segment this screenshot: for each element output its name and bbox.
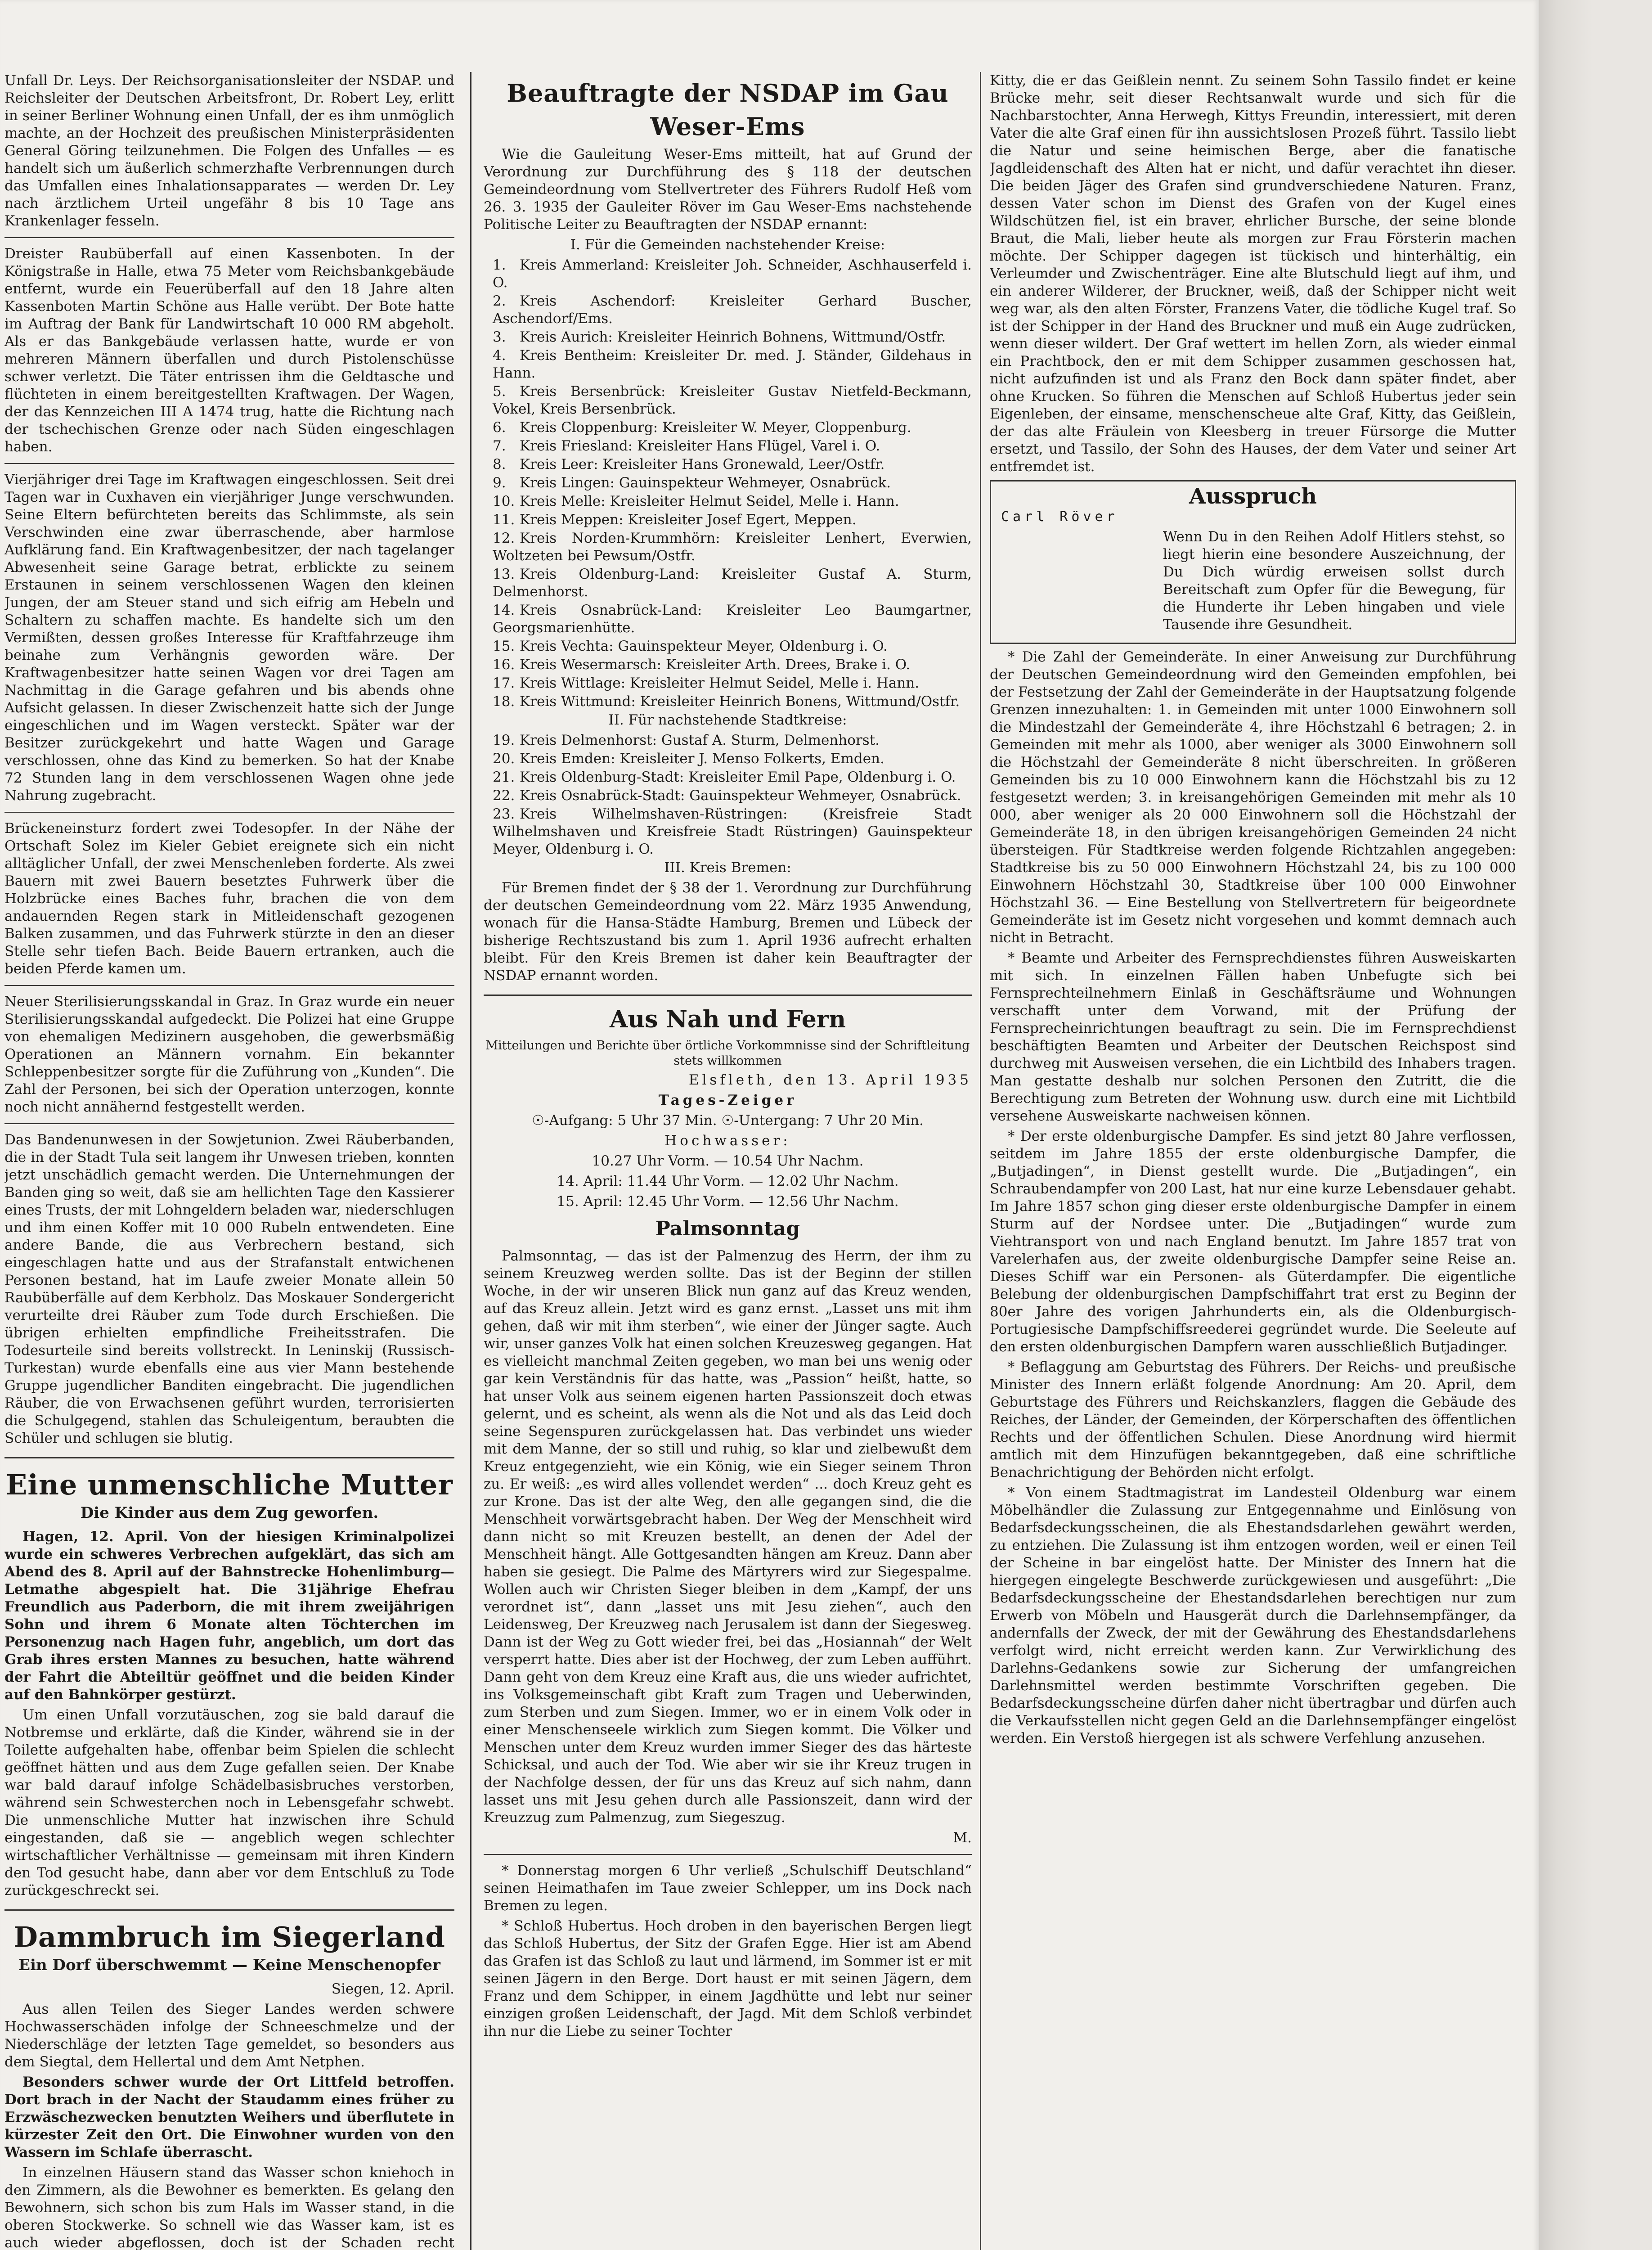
headline-dammbruch: Dammbruch im Siegerland bbox=[13, 1921, 445, 1953]
dateline-elsfleth: Elsfleth, den 13. April 1935 bbox=[688, 1072, 972, 1088]
ausspruch-box bbox=[990, 480, 1516, 644]
hochwasser-row: 14. April: 11.44 Uhr Vorm. — 12.02 Uhr Nachm. bbox=[557, 1173, 899, 1189]
list-item-number: 15. bbox=[493, 638, 515, 654]
article-palmsonntag: Palmsonntag, — das ist der Palmenzug des Herrn, der ihm zu seinem Kreuzweg werden sollte. Das ist der Beginn der stillen Woche, in der wir unseren Blick nun ganz auf das Kreuz wenden, auf das Kreuz allein. Jetzt wird es ganz ernst. „Lasset uns mit ihm gehen, daß wir mit ihm sterben“, wie einer der Jünger sagte. Auch wir, unser ganzes Volk hat einen solchen Kreuzesweg gegangen. Hat es vielleicht manchmal Zeiten gegeben, wo man bei uns wenig oder gar kein Verständnis für das hatte, was „Passion“ heißt, hatte, so hat unser Volk aus seinem eigenen harten Passionszeit doch etwas gelernt, und es scheint, als wenn als die Not und als das Leid doch seine Segenspuren zurückgelassen hat. Das verbindet uns wieder mit dem Manne, der so still und ruhig, so klar und zielbewußt dem Kreuz entgegenzieht, wie ein König, wie ein Sieger seinem Thron zu. Er weiß: „es wird alles vollendet werden“ ... doch Kreuz geht es zur Krone. Das ist der alte Weg, den alle gegangen sind, die die Menschheit vorwärtsgebracht haben. Der Weg der Menschheit wird dann nicht so mit Kreuzen bestellt, an denen der Adel der Menschheit hängt. Alle Gottgesandten hängen am Kreuz. Dann aber haben sie gesiegt. Die Palme des Märtyrers wird zur Siegespalme. Wollen auch wir Christen Sieger bleiben in dem „Kampf, der uns verordnet ist“, dann „lasset uns mit Jesu ziehen“, auch den Leidensweg, Der Kreuzweg nach Jerusalem ist dann der Siegesweg. Dann ist der Weg zu Gott wieder frei, bei das „Hosiannah“ der Welt versperrt hatte. Dies aber ist der Hochweg, der zum Leben aufführt. Dann geht von dem Kreuz eine Kraft aus, die uns wieder aufrichtet, ins Volksgemeinschaft gibt Kraft zum Tragen und Ueberwinden, zum Sterben und zum Siegen. Immer, wo er in einem Volk oder in einer Menschenseele wirklich zum Siegen kommt. Die Völker und Menschen unter dem Kreuz wurden immer Sieger des das härteste Schicksal, und auch der Tod. Wie aber wir sie ihr Kreuz trugen in der Nachfolge dessen, der für uns das Kreuz auf sich nahm, dann lasset uns mit Jesu gehen durch alle Passionszeit, dann wird der Kreuzzug zum Palmenzug, zum Siegeszug. bbox=[484, 1248, 972, 1826]
list-item-number: 2. bbox=[493, 293, 506, 309]
list-item-text: Kreis Lingen: Gauinspekteur Wehmeyer, Osnabrück. bbox=[520, 475, 891, 491]
article-vierjaehriger: Vierjähriger drei Tage im Kraftwagen eingeschlossen. Seit drei Tagen war in Cuxhaven ein vierjähriger Junge verschwunden. Seine Eltern befürchteten bereits das Schlimmste, als sein Verschwinden eine zwar überraschende, aber harmlose Aufklärung fand. Ein Kraftwagenbesitzer, der nach tagelanger Abwesenheit seine Garage betrat, erblickte zu seinem Erstaunen in seinem verschlossenen Wagen den kleinen Jungen, der am Steuer stand und sich eifrig am Hebeln und Schaltern zu schaffen machte. Es handelte sich um den Vermißten, dessen großes Interesse für Kraftfahrzeuge ihm beinahe zum Verhängnis geworden wäre. Der Kraftwagenbesitzer hatte seinen Wagen vor drei Tagen am Nachmittag in die Garage gefahren und bis abends ohne Aufsicht gelassen. In dieser Zwischenzeit hatte sich der Junge eingeschlichen und im Wagen versteckt. Später war der Besitzer zurückgekehrt und hatte Wagen und Garage verschlossen, ohne das Kind zu bemerken. So hat der Knabe 72 Stunden lang in dem verschlossenen Wagen ohne jede Nahrung zugebracht. bbox=[4, 472, 454, 804]
list-item-number: 11. bbox=[493, 512, 515, 528]
list-item-number: 10. bbox=[493, 493, 515, 509]
sun-times: ☉-Aufgang: 5 Uhr 37 Min. ☉-Untergang: 7 Uhr 20 Min. bbox=[531, 1112, 924, 1129]
article-banden: Das Bandenunwesen in der Sowjetunion. Zwei Räuberbanden, die in der Stadt Tula seit langem ihr Unwesen trieben, konnten jetzt unschädlich gemacht werden. Die Unternehmungen der Banden ging so weit, daß sie am hellichten Tage den Kassierer eines Trusts, der mit Lohngeldern beladen war, niederschlugen und ihm einen Koffer mit 10 000 Rubeln entwendeten. Eine andere Bande, die aus Verbrechern bestand, sich eingeschlagen hatte und aus der Strafanstalt entwichenen Personen bestand, hat im Laufe zweier Monate allein 50 Raubüberfälle auf dem Kerbholz. Das Moskauer Sondergericht verurteilte drei Räuber zum Tode durch Erschießen. Die übrigen erhielten empfindliche Freiheitsstrafen. Die Todesurteile sind bereits vollstreckt. In Leninskij (Russisch-Turkestan) wurde ebenfalls eine aus vier Mann bestehende Gruppe jugendlicher Banditen eingebracht. Die jugendlichen Räuber, die von Erwachsenen geführt wurden, terrorisierten die Schulgegend, stahlen das Schuleigentum, beraubten die Schüler und schlugen sie blutig. bbox=[4, 1132, 454, 1446]
list-item-text: Kreis Aschendorf: Kreisleiter Gerhard Buscher, Aschendorf/Ems. bbox=[493, 293, 972, 327]
divider bbox=[4, 812, 454, 813]
divider bbox=[4, 1457, 454, 1458]
article-mutter-body: Um einen Unfall vorzutäuschen, zog sie bald darauf die Notbremse und erklärte, daß die Kinder, während sie in der Toilette aufgehalten habe, offenbar beim Spielen die schlecht geöffnet hätten und aus dem Zuge gefallen seien. Der Knabe war bald darauf infolge Schädelbasisbruches verstorben, während sein Schwesterchen noch in Lebensgefahr schwebt. Die unmenschliche Mutter hat inzwischen ihre Schuld eingestanden, daß sie — angeblich wegen schlechter wirtschaftlicher Verhältnisse — gemeinsam mit ihren Kindern den Tod gesucht habe, dann aber vor dem Entschluß zu Tode zurückgeschreckt sei. bbox=[4, 1707, 454, 1899]
column-rule-2 bbox=[980, 72, 981, 2250]
list-item bbox=[484, 474, 972, 492]
list-item-number: 19. bbox=[493, 732, 515, 748]
list-item-number: 14. bbox=[493, 602, 515, 618]
list-item-text: Kreis Leer: Kreisleiter Hans Gronewald, Leer/Ostfr. bbox=[520, 456, 885, 472]
article-damm-1: Aus allen Teilen des Sieger Landes werden schwere Hochwasserschäden infolge der Schneeschmelze und der Niederschläge der letzten Tage gemeldet, so besonders aus dem Siegtal, dem Hellertal und dem Amt Netphen. bbox=[4, 2001, 454, 2070]
list-item bbox=[484, 675, 972, 692]
section-kreise: I. Für die Gemeinden nachstehender Kreise: bbox=[570, 237, 885, 253]
list-item bbox=[484, 602, 972, 637]
subhead-nah-fern: Mitteilungen und Berichte über örtliche Vorkommnisse sind der Schriftleitung stets willkommen bbox=[485, 1039, 970, 1068]
list-item bbox=[484, 511, 972, 529]
section-stadtkreise: II. Für nachstehende Stadtkreise: bbox=[608, 712, 847, 728]
list-item bbox=[484, 787, 972, 805]
list-item-text: Kreis Wesermarsch: Kreisleiter Arth. Drees, Brake i. O. bbox=[520, 657, 911, 673]
list-item bbox=[484, 732, 972, 749]
list-item-text: Kreis Wittmund: Kreisleiter Heinrich Bonens, Wittmund/Ostfr. bbox=[520, 693, 960, 710]
list-item-text: Kreis Melle: Kreisleiter Helmut Seidel, Melle i. Hann. bbox=[520, 493, 899, 509]
list-item bbox=[484, 328, 972, 346]
list-item-text: Kreis Cloppenburg: Kreisleiter W. Meyer, Cloppenburg. bbox=[520, 419, 911, 436]
hochwasser-row: 10.27 Uhr Vorm. — 10.54 Uhr Nachm. bbox=[592, 1153, 864, 1169]
ausspruch-author: Carl Röver bbox=[1001, 509, 1118, 525]
list-item-text: Kreis Norden-Krummhörn: Kreisleiter Lenhert, Everwien, Woltzeten bei Pewsum/Ostfr. bbox=[493, 530, 972, 564]
list-item-number: 18. bbox=[493, 693, 515, 710]
divider bbox=[4, 1123, 454, 1124]
list-item-number: 9. bbox=[493, 475, 506, 491]
list-item-text: Kreis Aurich: Kreisleiter Heinrich Bohnens, Wittmund/Ostfr. bbox=[520, 329, 946, 345]
article-graz: Neuer Sterilisierungsskandal in Graz. In Graz wurde ein neuer Sterilisierungsskandal aufgedeckt. Die Polizei hat eine Gruppe von ehemaligen Medizinern ausgehoben, die gewerbsmäßig Operationen an Männern vornahm. Ein bekannter Schleppenbesitzer sorgte für die Zuführung von „Kunden“. Die Zahl der Personen, bei sich der Operation unterzogen, konnte noch nicht annähernd festgestellt werden. bbox=[4, 994, 454, 1115]
divider bbox=[484, 994, 972, 996]
list-item-text: Kreis Bentheim: Kreisleiter Dr. med. J. Ständer, Gildehaus in Hann. bbox=[493, 347, 972, 381]
divider bbox=[4, 985, 454, 986]
section-bremen: III. Kreis Bremen: bbox=[664, 860, 791, 876]
list-item-text: Kreis Ammerland: Kreisleiter Joh. Schneider, Aschhauserfeld i. O. bbox=[493, 257, 972, 291]
tages-zeiger-title: Tages-Zeiger bbox=[658, 1092, 797, 1108]
subhead-mutter: Die Kinder aus dem Zug geworfen. bbox=[80, 1504, 379, 1522]
list-item-number: 3. bbox=[493, 329, 506, 345]
list-item-text: Kreis Emden: Kreisleiter J. Menso Folkerts, Emden. bbox=[520, 751, 884, 767]
list-item-number: 1. bbox=[493, 257, 506, 273]
list-item-number: 6. bbox=[493, 419, 506, 436]
article-bruecke: Brückeneinsturz fordert zwei Todesopfer. In der Nähe der Ortschaft Solez im Kieler Gebiet ereignete sich ein nicht alltäglicher Unfall, der zwei Menschenleben forderte. Als zwei Bauern mit zwei Bauern besetztes Fuhrwerk über die Holzbrücke eines Baches fuhr, brachen die von dem andauernden Regen stark in Mitleidenschaft gezogenen Balken zusammen, und das Fuhrwerk stürzte in den an dieser Stelle sehr tiefen Bach. Beide Bauern ertranken, auch die beiden Pferde kamen um. bbox=[4, 820, 454, 977]
article-damm-3: In einzelnen Häusern stand das Wasser schon kniehoch in den Zimmern, als die Bewohner es bemerkten. Es gelang den Bewohnern, sich schon bis zum Hals im Wasser stand, in die oberen Stockwerke. So schnell wie das Wasser kam, ist es auch wieder abgeflossen, doch ist der Schaden recht bbox=[4, 2164, 454, 2250]
article-raub: Dreister Raubüberfall auf einen Kassenboten. In der Königstraße in Halle, etwa 75 Meter vom Reichsbankgebäude entfernt, wurde ein Feuerüberfall auf den 18 Jahre alten Kassenboten Martin Schöne aus Halle verübt. Der Bote hatte im Auftrag der Bank für Landwirtschaft 10 000 RM abgeholt. Als er das Bankgebäude verlassen hatte, wurde er von mehreren Männern überfallen und durch Pistolenschüsse schwer verletzt. Die Täter entrissen ihm die Geldtasche und flüchteten in einem bereitgestellten Kraftwagen. Der Wagen, der das Kennzeichen III A 1474 trug, hatte die Richtung nach der tschechischen Grenze oder nach Süden eingeschlagen haben. bbox=[4, 246, 454, 455]
list-item-number: 5. bbox=[493, 383, 506, 400]
list-item bbox=[484, 456, 972, 473]
headline-beauftragte: Beauftragte der NSDAP im Gau Weser-Ems bbox=[507, 79, 949, 141]
hochwasser-title: Hochwasser: bbox=[664, 1133, 791, 1149]
note-gemeinderaete: * Die Zahl der Gemeinderäte. In einer Anweisung zur Durchführung der Deutschen Gemeindeordnung wird den Gemeinden empfohlen, bei der Festsetzung der Zahl der Gemeinderäte in der Hauptsatzung folgende Grenzen innezuhalten: 1. in Gemeinden mit unter 1000 Einwohnern soll die Mindestzahl der Gemeinderäte 4, ihre Höchstzahl 6 betragen; 2. in Gemeinden mit mehr als 1000, aber weniger als 3000 Einwohnern soll die Höchstzahl der Gemeinderäte 8 nicht überschreiten. In größeren Gemeinden bis zu 10 000 Einwohnern kann die Höchstzahl bis zu 12 festgesetzt werden; 3. in kreisangehörigen Gemeinden mit mehr als 10 000, aber weniger als 20 000 Einwohnern soll die Höchstzahl der Gemeinderäte 18, in den übrigen kreisangehörigen Gemeinden 24 nicht übersteigen. Für Stadtkreise werden folgende Richtzahlen angegeben: Stadtkreise bis zu 50 000 Einwohnern Höchstzahl 24, bis zu 100 000 Einwohnern Höchstzahl 30, Stadtkreise über 100 000 Einwohner Höchstzahl 36. — Eine Bestellung von Stellvertretern für beigeordnete Gemeinderäte ist im Gesetz nicht vorgesehen und kommt demnach auch nicht in Betracht. bbox=[990, 649, 1516, 946]
note-schloss-hubertus: * Schloß Hubertus. Hoch droben in den bayerischen Bergen liegt das Schloß Hubertus, der Sitz der Grafen Egge. Hier ist am Abend das Grafen ist das Schloß zu laut und lärmend, im Sommer ist er mit seinen Jägern in den Berge. Dort haust er mit seinen Jägern, dem Franz und dem Schipper, in einem Jagdhütte und lebt nur seiner einzigen großen Leidenschaft, der Jagd. Mit dem Schloß verbindet ihn nur die Liebe zu seiner Tochter bbox=[484, 1918, 972, 2039]
headline-nah-fern: Aus Nah und Fern bbox=[609, 1006, 846, 1033]
note-schulschiff: * Donnerstag morgen 6 Uhr verließ „Schulschiff Deutschland“ seinen Heimathafen im Taue zweier Schlepper, um ins Dock nach Bremen zu legen. bbox=[484, 1863, 972, 1914]
list-item bbox=[484, 750, 972, 768]
list-item bbox=[484, 638, 972, 655]
article-bremen: Für Bremen findet der § 38 der 1. Verordnung zur Durchführung der deutschen Gemeindeordnung vom 22. März 1935 Anwendung, wonach für die Hansa-Städte Hamburg, Bremen und Lübeck der bisherige Rechtszustand bis zum 1. April 1936 aufrecht erhalten bleibt. Für den Kreis Bremen ist daher kein Beauftragter der NSDAP ernannt worden. bbox=[484, 880, 972, 984]
divider bbox=[4, 237, 454, 238]
list-item-number: 4. bbox=[493, 347, 506, 364]
ausspruch-text: Wenn Du in den Reihen Adolf Hitlers stehst, so liegt hierin eine besondere Auszeichnung, der Du Dich würdig erweisen sollst durch Bereitschaft zum Opfer für die Bewegung, für die Hunderte ihr Leben hingaben und viele Tausende ihre Gesundheit. bbox=[1163, 529, 1505, 633]
note-beflaggung: * Beflaggung am Geburtstag des Führers. Der Reichs- und preußische Minister des Innern erläßt folgende Anordnung: Am 20. April, dem Geburtstage des Führers und Reichskanzlers, flaggen die Gebäude des Reiches, der Länder, der Gemeinden, der Körperschaften des öffentlichen Rechts und der öffentlichen Schulen. Diese Anordnung wird hiermit amtlich mit dem Hinzufügen bekanntgegeben, daß eine schriftliche Benachrichtigung der Behörden nicht erfolgt. bbox=[990, 1359, 1516, 1480]
list-item bbox=[484, 347, 972, 382]
list-item-number: 8. bbox=[493, 456, 506, 472]
note-dampfer: * Der erste oldenburgische Dampfer. Es sind jetzt 80 Jahre verflossen, seitdem im Jahre 1855 der erste oldenburgische Dampfer, die „Butjadingen“, in Dienst gestellt wurde. Die „Butjadingen“, ein Schraubendampfer von 200 Last, hat nur eine kurze Lebensdauer gehabt. Im Jahre 1857 schon ging dieser erste oldenburgische Dampfer in einem Sturm auf der Nordsee unter. Die „Butjadingen“ wurde zum Viehtransport von und nach England benutzt. Im Jahre 1857 trat von Varelerhafen aus, der zweite oldenburgische Dampfer seine Reise an. Dieses Schiff war ein Personen- als Güterdampfer. Die eigentliche Belebung der oldenburgischen Dampfschiffahrt trat erst zu Beginn der 80er Jahre des vorigen Jahrhunderts ein, als die Oldenburgisch-Portugiesische Dampfschiffsreederei gegründet wurde. Die Seeleute auf den ersten oldenburgischen Dampfern waren ausschließlich Butjadinger. bbox=[990, 1128, 1516, 1355]
list-item bbox=[484, 769, 972, 786]
column-middle bbox=[484, 72, 972, 2250]
article-ley: Unfall Dr. Leys. Der Reichsorganisationsleiter der NSDAP. und Reichsleiter der Deutschen Arbeitsfront, Dr. Robert Ley, erlitt in seiner Berliner Wohnung einen Unfall, der es ihm unmöglich machte, an der Hochzeit des preußischen Ministerpräsidenten General Göring teilzunehmen. Die Folgen des Unfalles — es handelt sich um äußerlich schmerzhafte Verbrennungen durch das Umfallen eines Inhalationsapparates — werden Dr. Ley nach ärztlichem Urteil ungefähr 8 bis 10 Tage ans Krankenlager fesseln. bbox=[4, 72, 454, 229]
headline-palmsonntag: Palmsonntag bbox=[655, 1217, 800, 1240]
list-item bbox=[484, 383, 972, 418]
list-item-text: Kreis Vechta: Gauinspekteur Meyer, Oldenburg i. O. bbox=[520, 638, 888, 654]
ausspruch-title: Ausspruch bbox=[1189, 484, 1317, 509]
list-item bbox=[484, 530, 972, 565]
headline-mutter: Eine unmenschliche Mutter bbox=[6, 1468, 453, 1501]
divider bbox=[4, 1909, 454, 1911]
article-mutter-lead: Hagen, 12. April. Von der hiesigen Kriminalpolizei wurde ein schweres Verbrechen aufgeklärt, das sich am Abend des 8. April auf der Bahnstrecke Hohenlimburg—Letmathe abgespielt hat. Die 31jährige Ehefrau Freundlich aus Paderborn, die mit ihrem zweijährigen Sohn und ihrem 6 Monate alten Töchterchen im Personenzug nach Hagen fuhr, angeblich, um dort das Grab ihres ersten Mannes zu besuchen, hatte während der Fahrt die Abteiltür geöffnet und die beiden Kinder auf den Bahnkörper gestürzt. bbox=[4, 1529, 454, 1703]
article-hubertus-cont: Kitty, die er das Geißlein nennt. Zu seinem Sohn Tassilo findet er keine Brücke mehr, seit dieser Rechtsanwalt wurde und sich für die Nachbarstochter, Anna Herwegh, Kittys Freundin, interessiert, mit deren Vater die alte Graf einen für ihn aussichtslosen Prozeß führt. Tassilo liebt die Natur und seine heimischen Berge, aber die fanatische Jagdleidenschaft des Alten hat er nicht, und dafür verachtet ihn dieser. Die beiden Jäger des Grafen sind grundverschiedene Naturen. Franz, dessen Vater schon im Dienst des Grafen von der Kugel eines Wildschützen fiel, ist ein braver, ehrlicher Bursche, der seine blonde Braut, die Mali, lieber heute als morgen zur Frau Försterin machen möchte. Der Schipper dagegen ist tückisch und hinterhältig, ein Verleumder und Zwischenträger. Eine alte Blutschuld liegt auf ihm, und ein anderer Wilderer, der Bruckner, weiß, daß der Schipper nicht weit weg war, als den alten Förster, Franzens Vater, die tödliche Kugel traf. So ist der Schipper in der Hand des Bruckner und muß ein Auge zudrücken, wenn dieser wildert. Der Graf wettert im hellen Zorn, als wieder einmal ein Prachtbock, den er mit dem Schipper zusammen geschossen hat, nicht aufzufinden ist und als Franz den Bock dann später findet, aber ohne Krucken. So führen die Menschen auf Schloß Hubertus jeder sein Eigenleben, der einsame, menschenscheue alte Graf, Kitty, das Geißlein, der das alte Fräulein von Kleesberg in treuer Fürsorge die Mutter ersetzt, und Tassilo, der Sohn des Hauses, der dem Vater und seiner Art entfremdet ist. bbox=[990, 72, 1516, 475]
list-item bbox=[484, 656, 972, 674]
list-item-number: 16. bbox=[493, 657, 515, 673]
list-item-number: 7. bbox=[493, 438, 506, 454]
column-rule-1 bbox=[470, 72, 471, 2250]
list-item bbox=[484, 493, 972, 510]
list-item-text: Kreis Wilhelmshaven-Rüstringen: (Kreisfreie Stadt Wilhelmshaven und Kreisfreie Stadt Rüstringen) Gauinspekteur Meyer, Oldenburg i. O. bbox=[493, 806, 972, 857]
list-item bbox=[484, 437, 972, 455]
list-item bbox=[484, 566, 972, 601]
list-item bbox=[484, 693, 972, 711]
subhead-dammbruch: Ein Dorf überschwemmt — Keine Menschenopfer bbox=[18, 1956, 440, 1974]
dateline-siegen: Siegen, 12. April. bbox=[331, 1981, 454, 1997]
list-item-text: Kreis Bersenbrück: Kreisleiter Gustav Nietfeld-Beckmann, Vokel, Kreis Bersenbrück. bbox=[493, 383, 972, 417]
list-item-text: Kreis Delmenhorst: Gustaf A. Sturm, Delmenhorst. bbox=[520, 732, 880, 748]
signature-palmsonntag: M. bbox=[953, 1830, 972, 1846]
note-fernsprech: * Beamte und Arbeiter des Fernsprechdienstes führen Ausweiskarten mit sich. In einzelnen Fällen haben Unbefugte sich bei Fernsprechteilnehmern Einlaß in Geschäftsräume und Wohnungen verschafft unter dem Vorwand, mit der Prüfung der Fernsprecheinrichtungen beauftragt zu sein. Die im Fernsprechdienst beschäftigten Beamten und Arbeiter der Deutschen Reichspost sind durchweg mit Ausweisen versehen, die ein Lichtbild des Inhabers tragen. Man gestatte deshalb nur solchen Personen den Zutritt, die die Berechtigung zum Betreten der Wohnung usw. durch eine mit Lichtbild versehene Ausweiskarte nachweisen können. bbox=[990, 950, 1516, 1124]
column-left bbox=[4, 72, 454, 2250]
stadtkreise-list bbox=[484, 732, 972, 858]
page-edge bbox=[1539, 0, 1652, 2250]
list-item-text: Kreis Friesland: Kreisleiter Hans Flügel, Varel i. O. bbox=[520, 438, 880, 454]
list-item-number: 23. bbox=[493, 806, 515, 822]
list-item bbox=[484, 256, 972, 292]
list-item-text: Kreis Meppen: Kreisleiter Josef Egert, Meppen. bbox=[520, 512, 857, 528]
divider bbox=[484, 1854, 972, 1855]
intro-beauftragte: Wie die Gauleitung Weser-Ems mitteilt, hat auf Grund der Verordnung zur Durchführung des § 118 der deutschen Gemeindeordnung vom Stellvertreter des Führers Rudolf Heß vom 26. 3. 1935 der Gauleiter Röver im Gau Weser-Ems nachstehende Politische Leiter zu Beauftragten der NSDAP ernannt: bbox=[484, 146, 972, 233]
list-item bbox=[484, 419, 972, 436]
list-item-number: 20. bbox=[493, 751, 515, 767]
list-item-text: Kreis Oldenburg-Stadt: Kreisleiter Emil Pape, Oldenburg i. O. bbox=[520, 769, 956, 785]
list-item-number: 21. bbox=[493, 769, 515, 785]
list-item-text: Kreis Wittlage: Kreisleiter Helmut Seidel, Melle i. Hann. bbox=[520, 675, 920, 691]
kreise-list bbox=[484, 256, 972, 711]
list-item-number: 17. bbox=[493, 675, 515, 691]
list-item-number: 12. bbox=[493, 530, 515, 546]
list-item bbox=[484, 292, 972, 328]
list-item-text: Kreis Osnabrück-Land: Kreisleiter Leo Baumgartner, Georgsmarienhütte. bbox=[493, 602, 972, 636]
hochwasser-row: 15. April: 12.45 Uhr Vorm. — 12.56 Uhr Nachm. bbox=[557, 1193, 899, 1210]
list-item-text: Kreis Oldenburg-Land: Kreisleiter Gustaf A. Sturm, Delmenhorst. bbox=[493, 566, 972, 600]
column-right bbox=[990, 72, 1516, 2250]
list-item-text: Kreis Osnabrück-Stadt: Gauinspekteur Wehmeyer, Osnabrück. bbox=[520, 788, 961, 804]
note-stadtmagistrat: * Von einem Stadtmagistrat im Landesteil Oldenburg war einem Möbelhändler die Zulassung zur Entgegennahme und Einlösung von Bedarfsdeckungsscheinen, die als Ehestandsdarlehen gewährt werden, zu entziehen. Die Zulassung ist ihm entzogen worden, weil er einen Teil der Scheine in bar eingelöst hatte. Der Minister des Innern hat die hiergegen eingelegte Beschwerde zurückgewiesen und ausgeführt: „Die Bedarfsdeckungsscheine der Ehestandsdarlehen berechtigen nur zum Erwerb von Möbeln und Hausgerät durch die Darlehnsempfänger, da andernfalls der Zweck, der mit der Gewährung des Ehestandsdarlehens verfolgt wird, nicht erreicht werden kann. Zur Verwirklichung des Darlehns-Gedankens sowie zur Sicherung der umfangreichen Darlehnsmittel werden bestimmte Vorschriften gegeben. Die Bedarfsdeckungsscheine dürfen daher nicht übertragbar und dürfen auch die Verkaufsstellen nicht gegen Geld an die Darlehnsempfänger eingelöst werden. Ein Verstoß hiergegen ist als schwere Verfehlung anzusehen. bbox=[990, 1485, 1516, 1746]
list-item-number: 22. bbox=[493, 788, 515, 804]
list-item bbox=[484, 806, 972, 858]
divider bbox=[4, 463, 454, 464]
article-damm-2: Besonders schwer wurde der Ort Littfeld betroffen. Dort brach in der Nacht der Staudamm eines früher zu Erzwäschezwecken benutzten Weihers und überflutete in kürzester Zeit den Ort. Die Einwohner wurden von den Wassern im Schlafe überrascht. bbox=[4, 2074, 454, 2160]
list-item-number: 13. bbox=[493, 566, 515, 582]
